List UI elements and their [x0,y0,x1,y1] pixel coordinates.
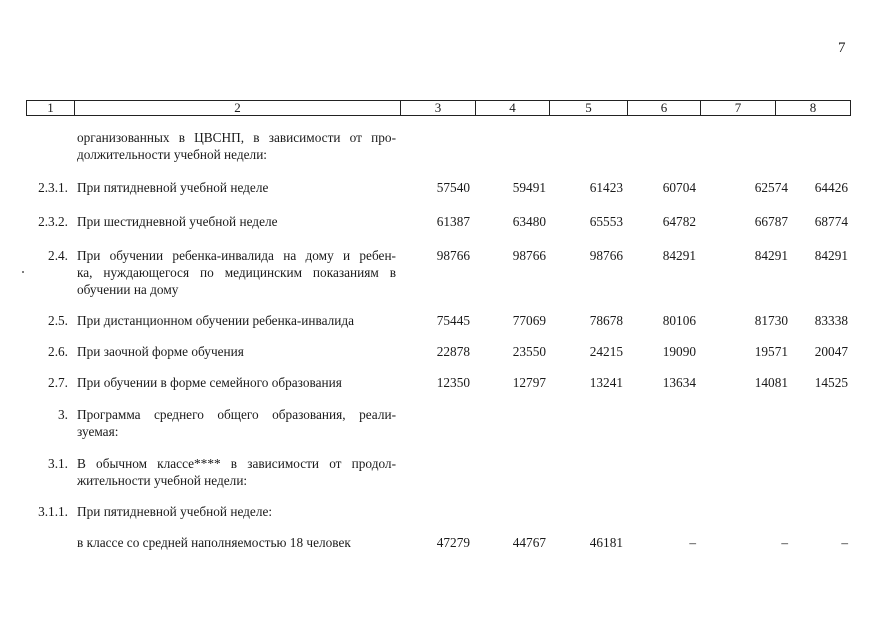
description-line: в классе со средней наполняемостью 18 человек [77,535,351,550]
row-number: 2.6. [48,344,68,359]
value-col-3: 75445 [436,313,470,328]
row-description [77,213,396,230]
description-line: ка, нуждающегося по медицинским показаниям в [77,265,396,280]
value-col-4: 12797 [512,375,546,390]
value-col-5: 78678 [589,313,623,328]
row-description [77,129,396,163]
description-line: При обучении в форме семейного образования [77,375,342,390]
row-number: 3. [58,407,68,422]
row-number: 2.3.1. [38,180,68,195]
description-line: В обычном классе**** в зависимости от продол- [77,456,396,471]
value-col-4: 23550 [512,344,546,359]
header-cell-7: 7 [701,101,776,115]
description-line: При заочной форме обучения [77,344,244,359]
description-line: При шестидневной учебной неделе [77,214,278,229]
value-col-6: 60704 [662,180,696,195]
header-cell-6: 6 [628,101,701,115]
row-description [77,343,396,360]
value-col-4: 98766 [512,248,546,263]
value-col-8: 68774 [814,214,848,229]
value-col-4: 44767 [512,535,546,550]
value-col-5: 46181 [589,535,623,550]
value-col-3: 98766 [436,248,470,263]
value-col-6: 64782 [662,214,696,229]
row-description [77,455,396,489]
value-col-4: 63480 [512,214,546,229]
row-description [77,534,396,551]
row-description [77,179,396,196]
value-col-3: 47279 [436,535,470,550]
value-col-7: – [781,535,788,550]
value-col-5: 61423 [589,180,623,195]
value-col-7: 66787 [754,214,788,229]
description-line: При пятидневной учебной неделе [77,180,269,195]
row-number: 3.1.1. [38,504,68,519]
header-cell-2: 2 [75,101,401,115]
value-col-5: 24215 [589,344,623,359]
value-col-7: 19571 [754,344,788,359]
value-col-6: 84291 [662,248,696,263]
value-col-3: 22878 [436,344,470,359]
value-col-8: 20047 [814,344,848,359]
page-number: 7 [838,40,846,56]
value-col-3: 61387 [436,214,470,229]
description-line: организованных в ЦВСНП, в зависимости от про- [77,130,396,145]
value-col-3: 57540 [436,180,470,195]
description-line: При пятидневной учебной неделе: [77,504,273,519]
description-line: жительности учебной недели: [77,473,248,488]
header-cell-1: 1 [27,101,75,115]
row-number: 3.1. [48,456,68,471]
value-col-4: 77069 [512,313,546,328]
value-col-5: 13241 [589,375,623,390]
value-col-8: 64426 [814,180,848,195]
description-line: обучении на дому [77,282,179,297]
row-description [77,374,396,391]
value-col-5: 65553 [589,214,623,229]
value-col-7: 84291 [754,248,788,263]
value-col-7: 14081 [754,375,788,390]
value-col-3: 12350 [436,375,470,390]
header-cell-8: 8 [809,100,817,115]
value-col-6: 13634 [662,375,696,390]
row-description [77,406,396,440]
header-cell-3: 3 [401,101,476,115]
value-col-8: 83338 [814,313,848,328]
value-col-8: 14525 [814,375,848,390]
description-line: При обучении ребенка-инвалида на дому и ребен- [77,248,396,263]
row-number: 2.7. [48,375,68,390]
description-line: зуемая: [77,424,119,439]
value-col-8: 84291 [814,248,848,263]
row-description [77,247,396,298]
header-cell-5: 5 [550,101,628,115]
header-cell-4: 4 [476,101,550,115]
row-number: 2.3.2. [38,214,68,229]
value-col-6: 19090 [662,344,696,359]
value-col-4: 59491 [512,180,546,195]
value-col-7: 62574 [754,180,788,195]
description-line: Программа среднего общего образования, реали- [77,407,396,422]
value-col-6: 80106 [662,313,696,328]
description-line: должительности учебной недели: [77,147,267,162]
row-number: 2.5. [48,313,68,328]
row-number: 2.4. [48,248,68,263]
value-col-5: 98766 [589,248,623,263]
value-col-6: – [689,535,696,550]
row-description [77,503,396,520]
value-col-7: 81730 [754,313,788,328]
value-col-8: – [841,535,848,550]
description-line: При дистанционном обучении ребенка-инвалида [77,313,355,328]
row-description [77,312,396,329]
